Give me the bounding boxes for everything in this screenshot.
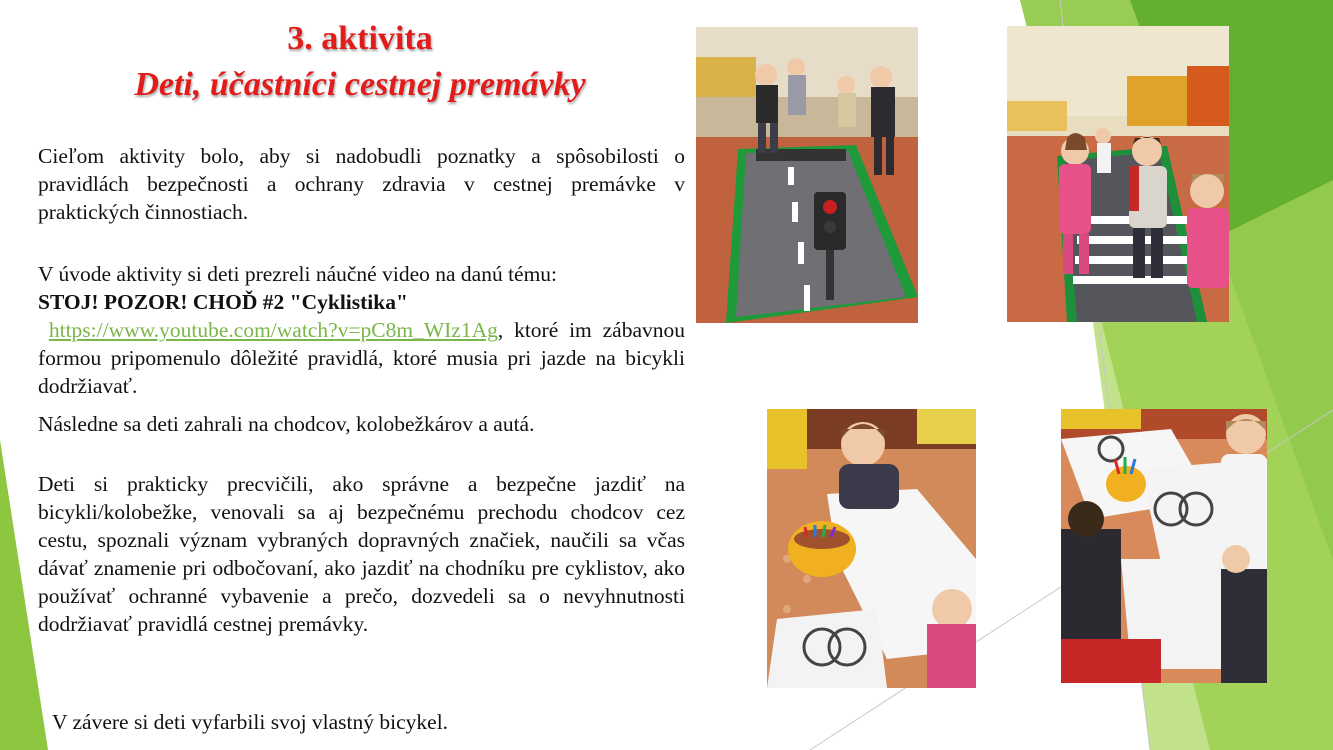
paragraph-practice: Deti si prakticky precvičili, ako správne a bezpečne jazdiť na bicykli/kolobežke, venovali sa aj bezpečnému prechodu chodcov cez cestu, spoznali význam vybraných dopravných značiek, naučili sa včas dávať znamenie pri odbočovaní, ako jazdiť na chodníku pre cyklistov, ako používať ochranné vybavenie a prečo, dozvedeli sa o nevyhnutnosti dodržiavať pravidlá cestnej premávky. [38,472,685,636]
slide-subtitle: Deti, účastníci cestnej premávky [134,66,586,103]
paragraph-game: Následne sa deti zahrali na chodcov, kolobežkárov a autá. [38,412,535,436]
paragraph-video [38,260,685,400]
paragraph-video-intro: V úvode aktivity si deti prezreli náučné video na danú tému: [38,262,558,286]
paragraph-conclusion: V závere si deti vyfarbili svoj vlastný bicykel. [52,710,449,734]
photo-children-coloring-2 [1061,409,1267,683]
photo-children-road-mat [696,27,918,323]
paragraph-goal: Cieľom aktivity bolo, aby si nadobudli poznatky a spôsobilosti o pravidlách bezpečnosti a ochrany zdravia v cestnej premávke v praktických činnostiach. [38,144,685,224]
photo-children-crosswalk [1007,26,1229,322]
video-title: STOJ! POZOR! CHOĎ #2 "Cyklistika" [38,290,408,314]
photo-children-coloring-1 [767,409,976,688]
paragraph-video-rest: , ktoré im zábavnou formou pripomenulo dôležité pravidlá, ktoré musia pri jazde na bicykli dodržiavať. [38,318,685,398]
slide-title: 3. aktivita [287,20,433,57]
video-link[interactable]: https://www.youtube.com/watch?v=pC8m_WIz1Ag [48,318,498,342]
